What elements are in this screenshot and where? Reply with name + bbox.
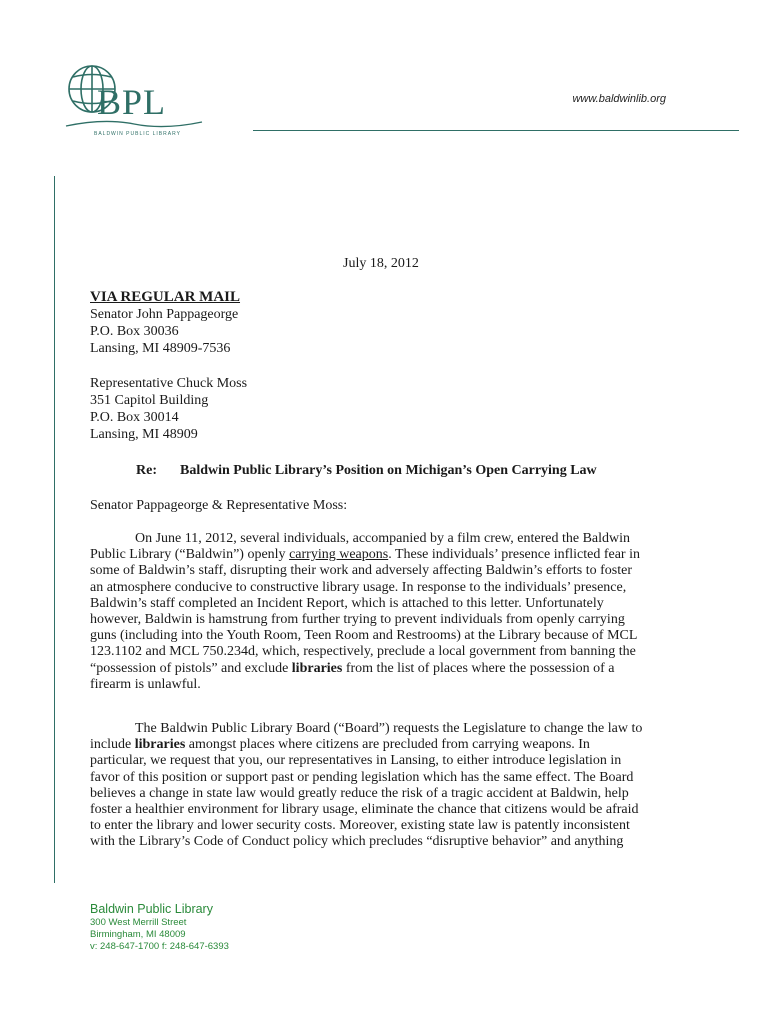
paragraph-line: The Baldwin Public Library Board (“Board”) requests the Legislature to change the law to [135, 721, 643, 736]
paragraph-line: to enter the library and lower security costs. Moreover, existing state law is patently inconsistent [90, 818, 630, 834]
salutation: Senator Pappageorge & Representative Moss: [90, 498, 348, 513]
paragraph-line: particular, we request that you, our representatives in Lansing, to either introduce legislation in [90, 753, 622, 769]
header-divider [253, 130, 739, 131]
recipient2-line: Lansing, MI 48909 [90, 427, 198, 442]
paragraph-line: Baldwin’s staff completed an Incident Report, which is attached to this letter. Unfortunately [90, 595, 604, 611]
body-paragraph-1 [90, 531, 680, 693]
letter-date: July 18, 2012 [343, 256, 419, 271]
logo-wordmark: BPL [97, 82, 167, 122]
paragraph-line: some of Baldwin’s staff, disrupting their work and adversely affecting Baldwin’s efforts to foster [90, 563, 633, 579]
paragraph-line: with the Library’s Code of Conduct policy which precludes “disruptive behavior” and anything [90, 834, 624, 850]
recipient2-line: P.O. Box 30014 [90, 410, 179, 425]
footer-address [90, 902, 229, 953]
logo-subtitle: BALDWIN PUBLIC LIBRARY [94, 131, 181, 137]
recipient1-line: Senator John Pappageorge [90, 307, 239, 322]
recipient2-line: Representative Chuck Moss [90, 376, 248, 391]
paragraph-line: foster a healthier environment for library usage, eliminate the chance that citizens would be afraid [90, 802, 639, 818]
recipient2-line: 351 Capitol Building [90, 393, 209, 408]
underlined-phrase: carrying weapons [289, 547, 389, 563]
bold-word: libraries [291, 660, 343, 676]
body-paragraph-2 [90, 721, 680, 851]
website-url[interactable]: www.baldwinlib.org [572, 93, 666, 105]
bold-word: libraries [134, 737, 186, 753]
side-divider [54, 176, 55, 883]
paragraph-line: guns (including into the Youth Room, Teen Room and Restrooms) at the Library because of MCL [90, 628, 638, 644]
paragraph-line: an atmosphere conducive to constructive library usage. In response to the individuals’ presence, [90, 579, 627, 595]
footer-library-name: Baldwin Public Library [90, 902, 213, 916]
subject-line: Baldwin Public Library’s Position on Michigan’s Open Carrying Law [180, 463, 597, 478]
footer-street: 300 West Merrill Street [90, 917, 187, 928]
paragraph-line: include libraries amongst places where citizens are precluded from carrying weapons. In [90, 737, 590, 753]
paragraph-line: On June 11, 2012, several individuals, accompanied by a film crew, entered the Baldwin [135, 531, 631, 546]
paragraph-line: Public Library (“Baldwin”) openly carrying weapons. These individuals’ presence inflicted fear in [90, 547, 640, 563]
footer-city: Birmingham, MI 48009 [90, 929, 186, 940]
paragraph-line: 123.1102 and MCL 750.234d, which, respectively, preclude a local government from banning the [90, 644, 636, 660]
re-label: Re: [136, 463, 157, 478]
paragraph-line: however, Baldwin is hamstrung from further trying to prevent individuals from openly carrying [90, 612, 625, 628]
recipient1-line: Lansing, MI 48909-7536 [90, 341, 231, 356]
delivery-method: VIA REGULAR MAIL [90, 289, 241, 305]
paragraph-line: favor of this position or support past or pending legislation which has the same effect. The Board [90, 769, 634, 785]
paragraph-line: firearm is unlawful. [90, 676, 201, 692]
recipient1-line: P.O. Box 30036 [90, 324, 179, 339]
paragraph-line: “possession of pistols” and exclude libraries from the list of places where the possession of a [90, 660, 615, 676]
footer-phone: v: 248-647-1700 f: 248-647-6393 [90, 941, 229, 952]
paragraph-line: believes a change in state law would greatly reduce the risk of a tragic accident at Baldwin, help [90, 785, 629, 801]
library-logo [64, 62, 204, 144]
